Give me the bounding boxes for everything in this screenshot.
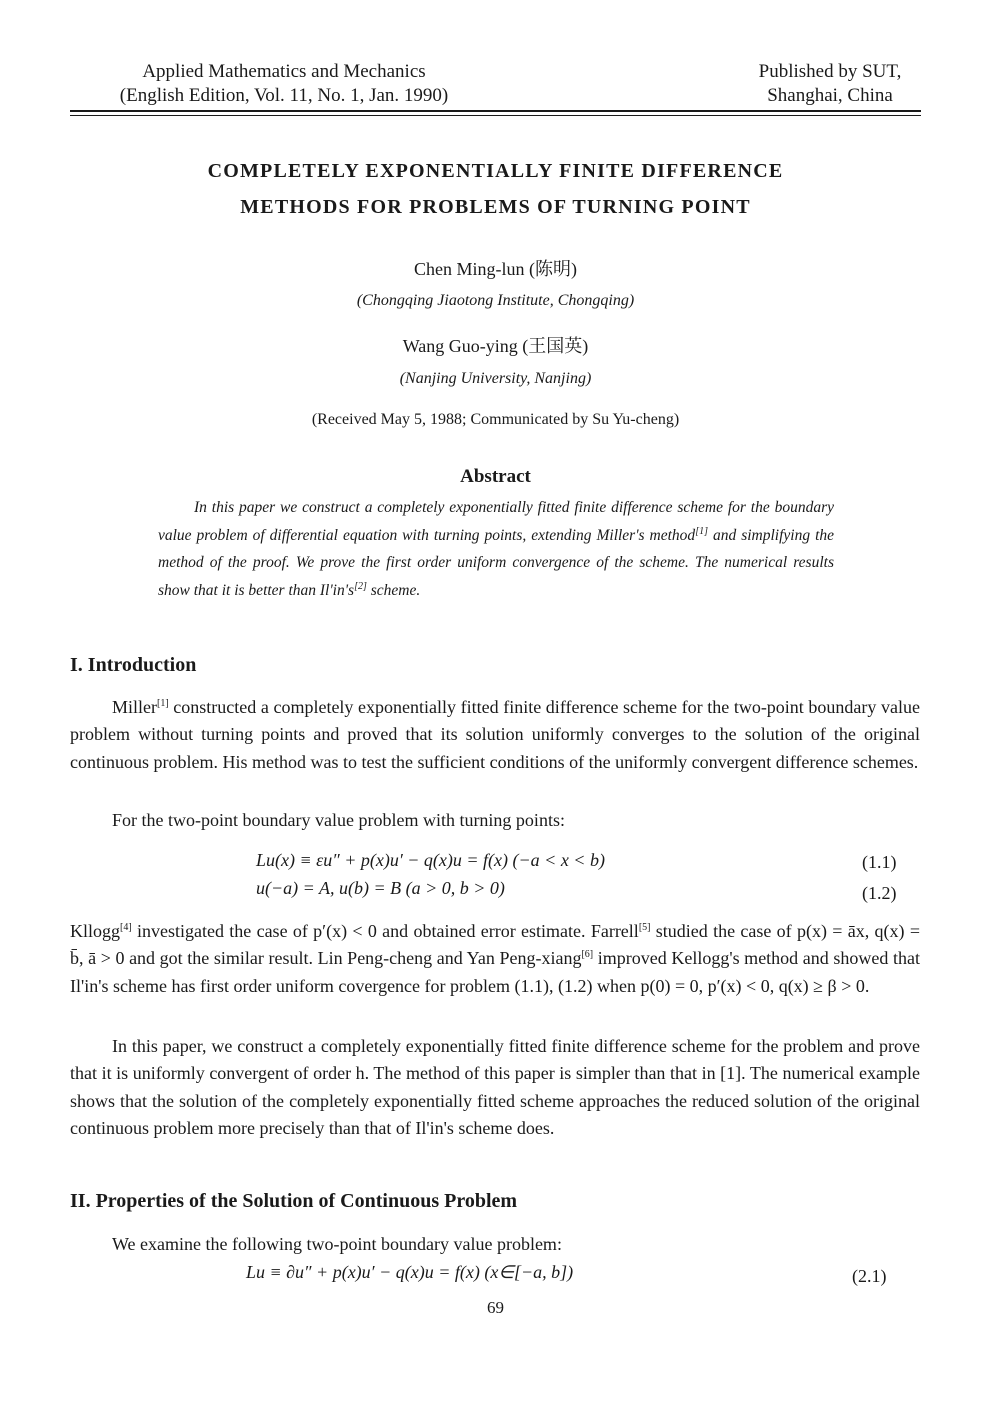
author-2-name: Wang Guo-ying (王国英) xyxy=(402,336,589,356)
intro-paragraph-4 xyxy=(70,1033,920,1143)
header-rule-thick xyxy=(70,110,921,112)
intro-ref-5[interactable]: [5] xyxy=(638,922,651,933)
publisher-header xyxy=(720,60,940,108)
journal-issue: (English Edition, Vol. 11, No. 1, Jan. 1990) xyxy=(119,85,449,106)
intro-ref-1[interactable]: [1] xyxy=(157,698,169,709)
intro-p3-text-a: Kllogg xyxy=(70,921,121,941)
equation-2-1-number: (2.1) xyxy=(852,1266,887,1286)
intro-paragraph-2 xyxy=(70,807,920,834)
received-line: (Received May 5, 1988; Communicated by Su Yu-cheng) xyxy=(311,411,680,428)
equation-1-1: Lu(x) ≡ εu″ + p(x)u′ − q(x)u = f(x) (−a < x < b) xyxy=(256,850,605,870)
intro-paragraph-1 xyxy=(70,694,920,776)
abstract-text-b: and simplifying the method of the proof. We prove the first order uniform convergence of the scheme. The numerical results show that it is better than Il'in's xyxy=(158,526,835,599)
intro-ref-4[interactable]: [4] xyxy=(120,922,132,933)
intro-p3-text-b: investigated the case of p′(x) < 0 and obtained error estimate. Farrell xyxy=(131,921,639,941)
intro-p3-text-d: improved Kellogg's method and showed that Il'in's scheme has first order uniform covergence for problem (1.1), (1.2) when p(0) = 0, p′(x) < 0, q(x) ≥ β > 0. xyxy=(70,948,920,996)
paper-title-line1: COMPLETELY EXPONENTIALLY FINITE DIFFERENCE xyxy=(207,160,784,182)
abstract-ref-1[interactable]: [1] xyxy=(695,525,708,537)
section-2-p1-text: We examine the following two-point boundary value problem: xyxy=(112,1234,562,1254)
intro-p2-text: For the two-point boundary value problem with turning points: xyxy=(112,810,565,830)
intro-paragraph-3 xyxy=(70,918,920,1000)
abstract-heading: Abstract xyxy=(460,466,531,487)
intro-ref-6[interactable]: [6] xyxy=(581,949,594,961)
section-1-heading: I. Introduction xyxy=(70,654,197,676)
section-2-paragraph-1 xyxy=(70,1231,920,1258)
abstract-ref-2[interactable]: [2] xyxy=(354,580,367,592)
page-number: 69 xyxy=(487,1298,504,1317)
intro-p4-text: In this paper, we construct a completely exponentially fitted finite difference scheme for the problem and prove that it is uniformly convergent of order h. The method of this paper is simpler than that in [1]. The numerical example shows that the solution of the completely exponentially fitted scheme approaches the reduced solution of the original continuous problem more precisely than that of Il'in's scheme does. xyxy=(70,1036,920,1139)
equation-2-1: Lu ≡ ∂u″ + p(x)u′ − q(x)u = f(x) (x∈[−a, b]) xyxy=(246,1262,574,1282)
journal-header xyxy=(74,60,494,108)
author-1-affiliation: (Chongqing Jiaotong Institute, Chongqing) xyxy=(356,292,635,309)
equation-1-1-number: (1.1) xyxy=(862,852,897,872)
equation-1-2: u(−a) = A, u(b) = B (a > 0, b > 0) xyxy=(256,878,505,898)
equation-1-2-number: (1.2) xyxy=(862,883,897,903)
abstract-text-a: In this paper we construct a completely exponentially fitted finite difference scheme for the boundary value problem of differential equation with turning points, extending Miller's method xyxy=(158,499,834,544)
author-1-name: Chen Ming-lun (陈明) xyxy=(414,259,577,279)
publisher-name: Published by SUT, xyxy=(758,61,902,82)
section-2-heading: II. Properties of the Solution of Continuous Problem xyxy=(70,1190,518,1212)
intro-p1-text-a: Miller xyxy=(112,697,157,717)
paper-title-line2: METHODS FOR PROBLEMS OF TURNING POINT xyxy=(240,196,751,218)
journal-name: Applied Mathematics and Mechanics xyxy=(142,61,426,82)
abstract-text-c: scheme. xyxy=(366,581,421,599)
publisher-location: Shanghai, China xyxy=(767,85,893,106)
intro-p3-text-c: studied the case of p(x) = āx, q(x) = b̄, ā > 0 and got the similar result. Lin Peng-cheng and Yan Peng-xiang xyxy=(70,921,920,969)
intro-p1-text-b: constructed a completely exponentially fitted finite difference scheme for the two-point boundary value problem without turning points and proved that its solution uniformly converges to the solution of the original continuous problem. His method was to test the sufficient conditions of the uniformly convergent difference schemes. xyxy=(70,697,920,772)
abstract-body xyxy=(158,494,834,604)
header-rule-thin xyxy=(70,115,921,116)
author-2-affiliation: (Nanjing University, Nanjing) xyxy=(399,370,592,387)
